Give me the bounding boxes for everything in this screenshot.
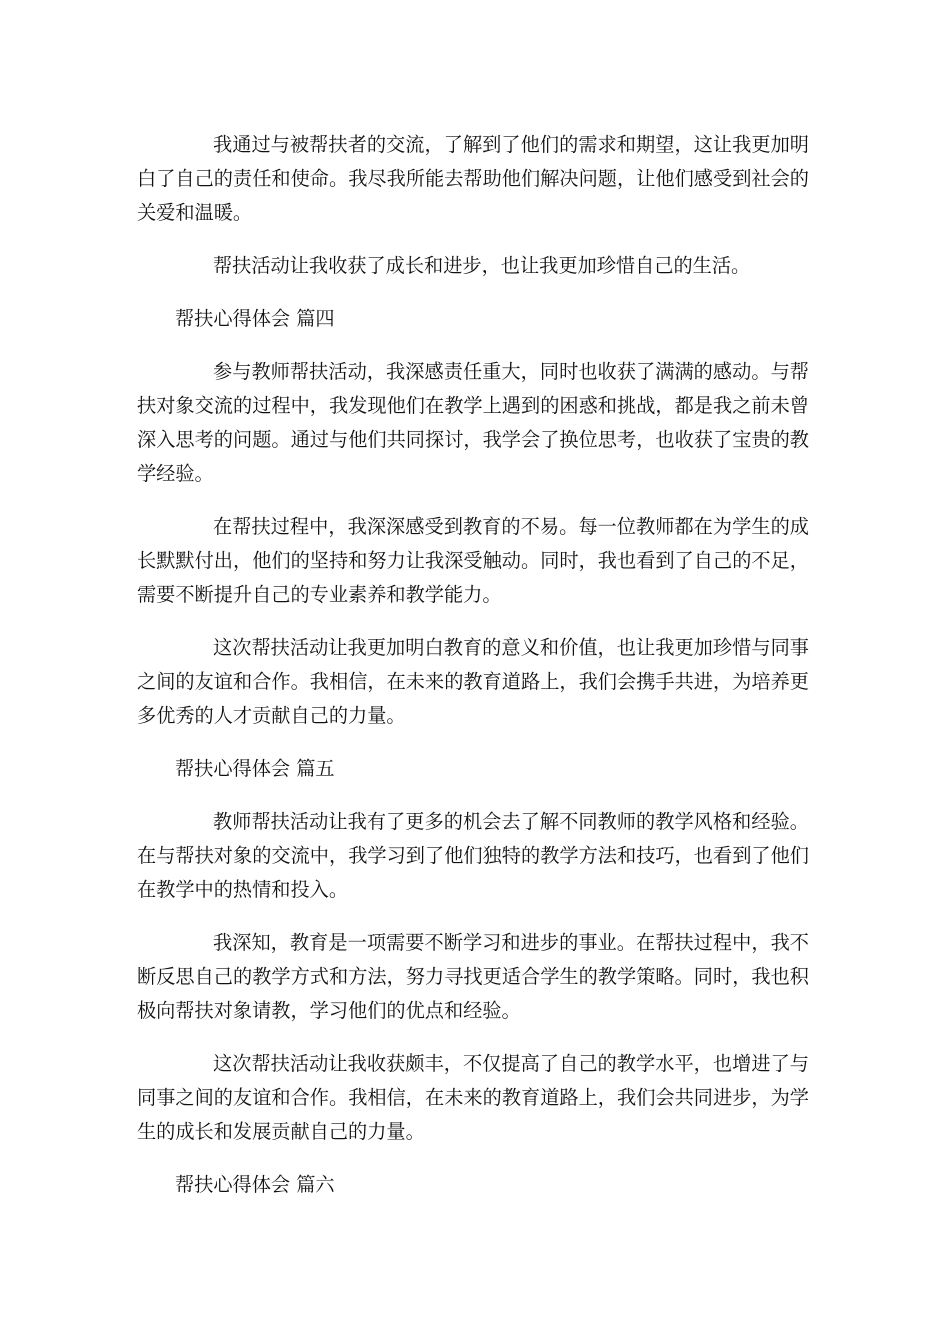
paragraph-2: 帮扶活动让我收获了成长和进步，也让我更加珍惜自己的生活。 xyxy=(213,254,751,277)
paragraph-4: 在帮扶过程中，我深深感受到教育的不易。每一位教师都在为学生的成长默默付出，他们的坚持和努力让我深受触动。同时，我也看到了自己的不足，需要不断提升自己的专业素养和教学能力。 xyxy=(137,515,809,606)
paragraph-1: 我通过与被帮扶者的交流，了解到了他们的需求和期望，这让我更加明白了自己的责任和使命。我尽我所能去帮助他们解决问题，让他们感受到社会的关爱和温暖。 xyxy=(137,133,809,224)
section-heading-4: 帮扶心得体会 篇四 xyxy=(175,307,335,330)
paragraph-3: 参与教师帮扶活动，我深感责任重大，同时也收获了满满的感动。与帮扶对象交流的过程中，我发现他们在教学上遇到的困惑和挑战，都是我之前未曾深入思考的问题。通过与他们共同探讨，我学会了换位思考，也收获了宝贵的教学经验。 xyxy=(137,360,809,485)
section-heading-6: 帮扶心得体会 篇六 xyxy=(175,1173,335,1196)
paragraph-7: 我深知，教育是一项需要不断学习和进步的事业。在帮扶过程中，我不断反思自己的教学方式和方法，努力寻找更适合学生的教学策略。同时，我也积极向帮扶对象请教，学习他们的优点和经验。 xyxy=(137,931,809,1022)
paragraph-8: 这次帮扶活动让我收获颇丰，不仅提高了自己的教学水平，也增进了与同事之间的友谊和合作。我相信，在未来的教育道路上，我们会共同进步，为学生的成长和发展贡献自己的力量。 xyxy=(137,1052,809,1143)
document-body xyxy=(137,128,809,1202)
section-heading-5: 帮扶心得体会 篇五 xyxy=(175,757,335,780)
paragraph-5: 这次帮扶活动让我更加明白教育的意义和价值，也让我更加珍惜与同事之间的友谊和合作。我相信，在未来的教育道路上，我们会携手共进，为培养更多优秀的人才贡献自己的力量。 xyxy=(137,636,809,727)
paragraph-6: 教师帮扶活动让我有了更多的机会去了解不同教师的教学风格和经验。在与帮扶对象的交流中，我学习到了他们独特的教学方法和技巧，也看到了他们在教学中的热情和投入。 xyxy=(137,810,809,901)
